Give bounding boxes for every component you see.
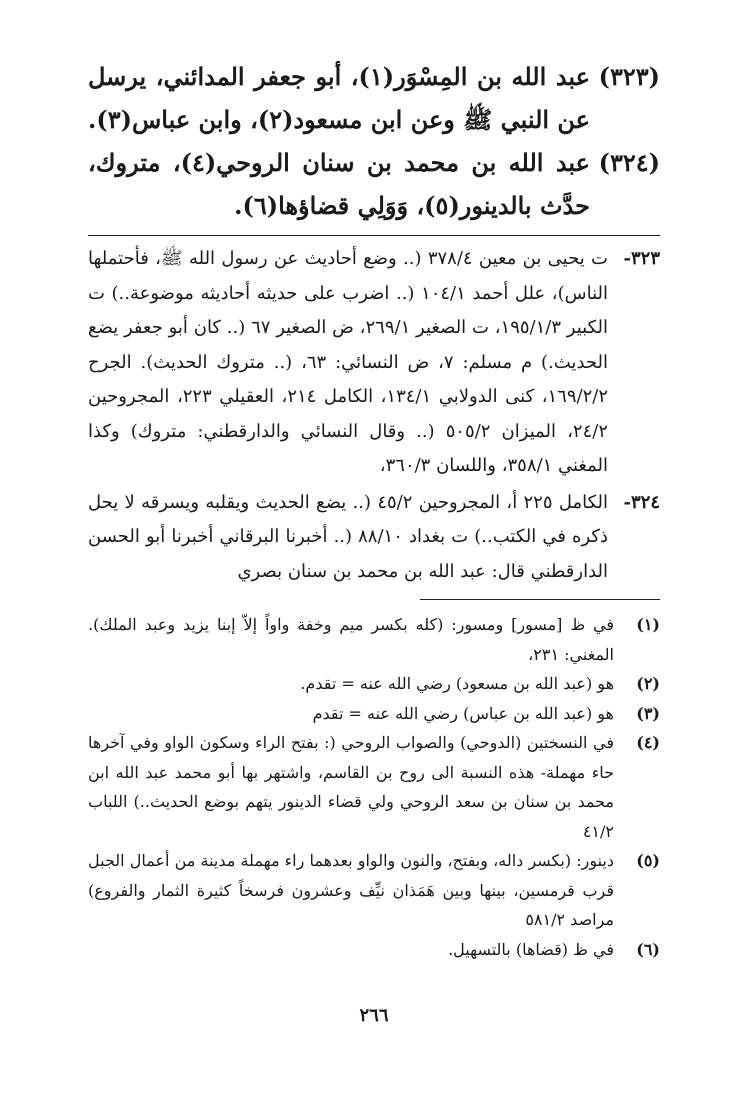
footnote-text: في النسختين (الدوحي) والصواب الروحي (: بفتح الراء وسكون الواو وفي آخرها حاء مهملة- هذه النسبة الى روح بن القاسم، واشتهر بها أبو محمد عبد الله ابن محمد بن سنان بن سعد الروحي ولي قضاء الدينور يتهم بوضع الحديث..) اللباب ٤١/٢ <box>88 733 614 841</box>
main-entries <box>88 55 660 227</box>
footnote-number: (١) <box>636 615 660 634</box>
footnote-number: (٤) <box>636 733 660 752</box>
entry-text: عبد الله بن المِسْوَر(١)، أبو جعفر المدائني، يرسل عن النبي ﷺ وعن ابن مسعود(٢)، وابن عباس(٣). <box>88 62 590 134</box>
footnote-text: هو (عبد الله بن عباس) رضي الله عنه = تقدم <box>312 703 614 723</box>
entry-text: عبد الله بن محمد بن سنان الروحي(٤)، متروك، حدَّث بالدينور(٥)، وَوَلِي قضاؤها(٦). <box>88 148 590 220</box>
footnote-6 <box>88 935 660 965</box>
footnote-text: دينور: (بكسر داله، وبفتح، والنون والواو بعدهما راء مهملة مدينة من أعمال الجبل قرب قرمسين، بينها وبين هَمَذان نيِّف وعشرون فرسخاً كثيرة الثمار والفروع) مراصد ٥٨١/٢ <box>88 851 614 929</box>
note-text: الكامل ٢٢٥ أ، المجروحين ٤٥/٢ (.. يضع الحديث ويقلبه ويسرقه لا يحل ذكره في الكتب..) ت بغداد ٨٨/١٠ (.. أخبرنا البرقاني أخبرنا أبو الحسن الدارقطني قال: عبد الله بن محمد بن سنان بصري <box>88 491 609 582</box>
footnote-4 <box>88 728 660 846</box>
footnote-3 <box>88 699 660 729</box>
footnotes <box>88 610 660 964</box>
page-number: ٢٦٦ <box>359 1005 389 1026</box>
entry-324 <box>88 141 660 227</box>
note-text: ت يحيى بن معين ٣٧٨/٤ (.. وضع أحاديث عن رسول الله ﷺ، فأحتملها الناس)، علل أحمد ١٠٤/١ (.. اضرب على حديثه أحاديثه موضوعة..) ت الكبير ١٩٥/١/٣، ت الصغير ٢٦٩/١، ض الصغير ٦٧ (.. كان أبو جعفر يضع الحديث.) م مسلم: ٧، ض النسائي: ٦٣، (.. متروك الحديث). الجرح ١٦٩/٢/٢، كنى الدولابي ١٣٤/١، الكامل ٢١٤، العقيلي ٢٢٣، المجروحين ٢٤/٢، الميزان ٥٠٥/٢ (.. وقال النسائي والدارقطني: متروك) وكذا المغني ٣٥٨/١، واللسان ٣٦٠/٣، <box>88 248 609 476</box>
footnote-5 <box>88 846 660 935</box>
note-number: ٣٢٣- <box>623 248 660 269</box>
footnote-text: في ظ [مسور] ومسور: (كله بكسر ميم وخفة واواً إلاّ إبنا يزيد وعبد الملك). المغني: ٢٣١، <box>88 615 614 664</box>
book-page <box>88 55 660 1055</box>
commentary-notes <box>88 242 660 589</box>
footnote-1 <box>88 610 660 669</box>
note-324 <box>88 486 660 590</box>
footnote-number: (٥) <box>636 851 660 870</box>
note-number: ٣٢٤- <box>623 491 660 513</box>
divider-full <box>88 235 660 236</box>
footnote-number: (٣) <box>636 703 660 723</box>
footnote-2 <box>88 669 660 699</box>
divider-footnotes <box>420 599 660 600</box>
entry-number: (٣٢٤) <box>598 148 660 177</box>
footnote-text: هو (عبد الله بن مسعود) رضي الله عنه = تقدم. <box>300 674 614 693</box>
note-323 <box>88 242 660 484</box>
footnote-number: (٦) <box>636 939 660 959</box>
footnote-number: (٢) <box>636 674 660 693</box>
entry-number: (٣٢٣) <box>598 62 660 91</box>
entry-323 <box>88 55 660 141</box>
footnote-text: في ظ (قضاها) بالتسهيل. <box>448 939 614 959</box>
